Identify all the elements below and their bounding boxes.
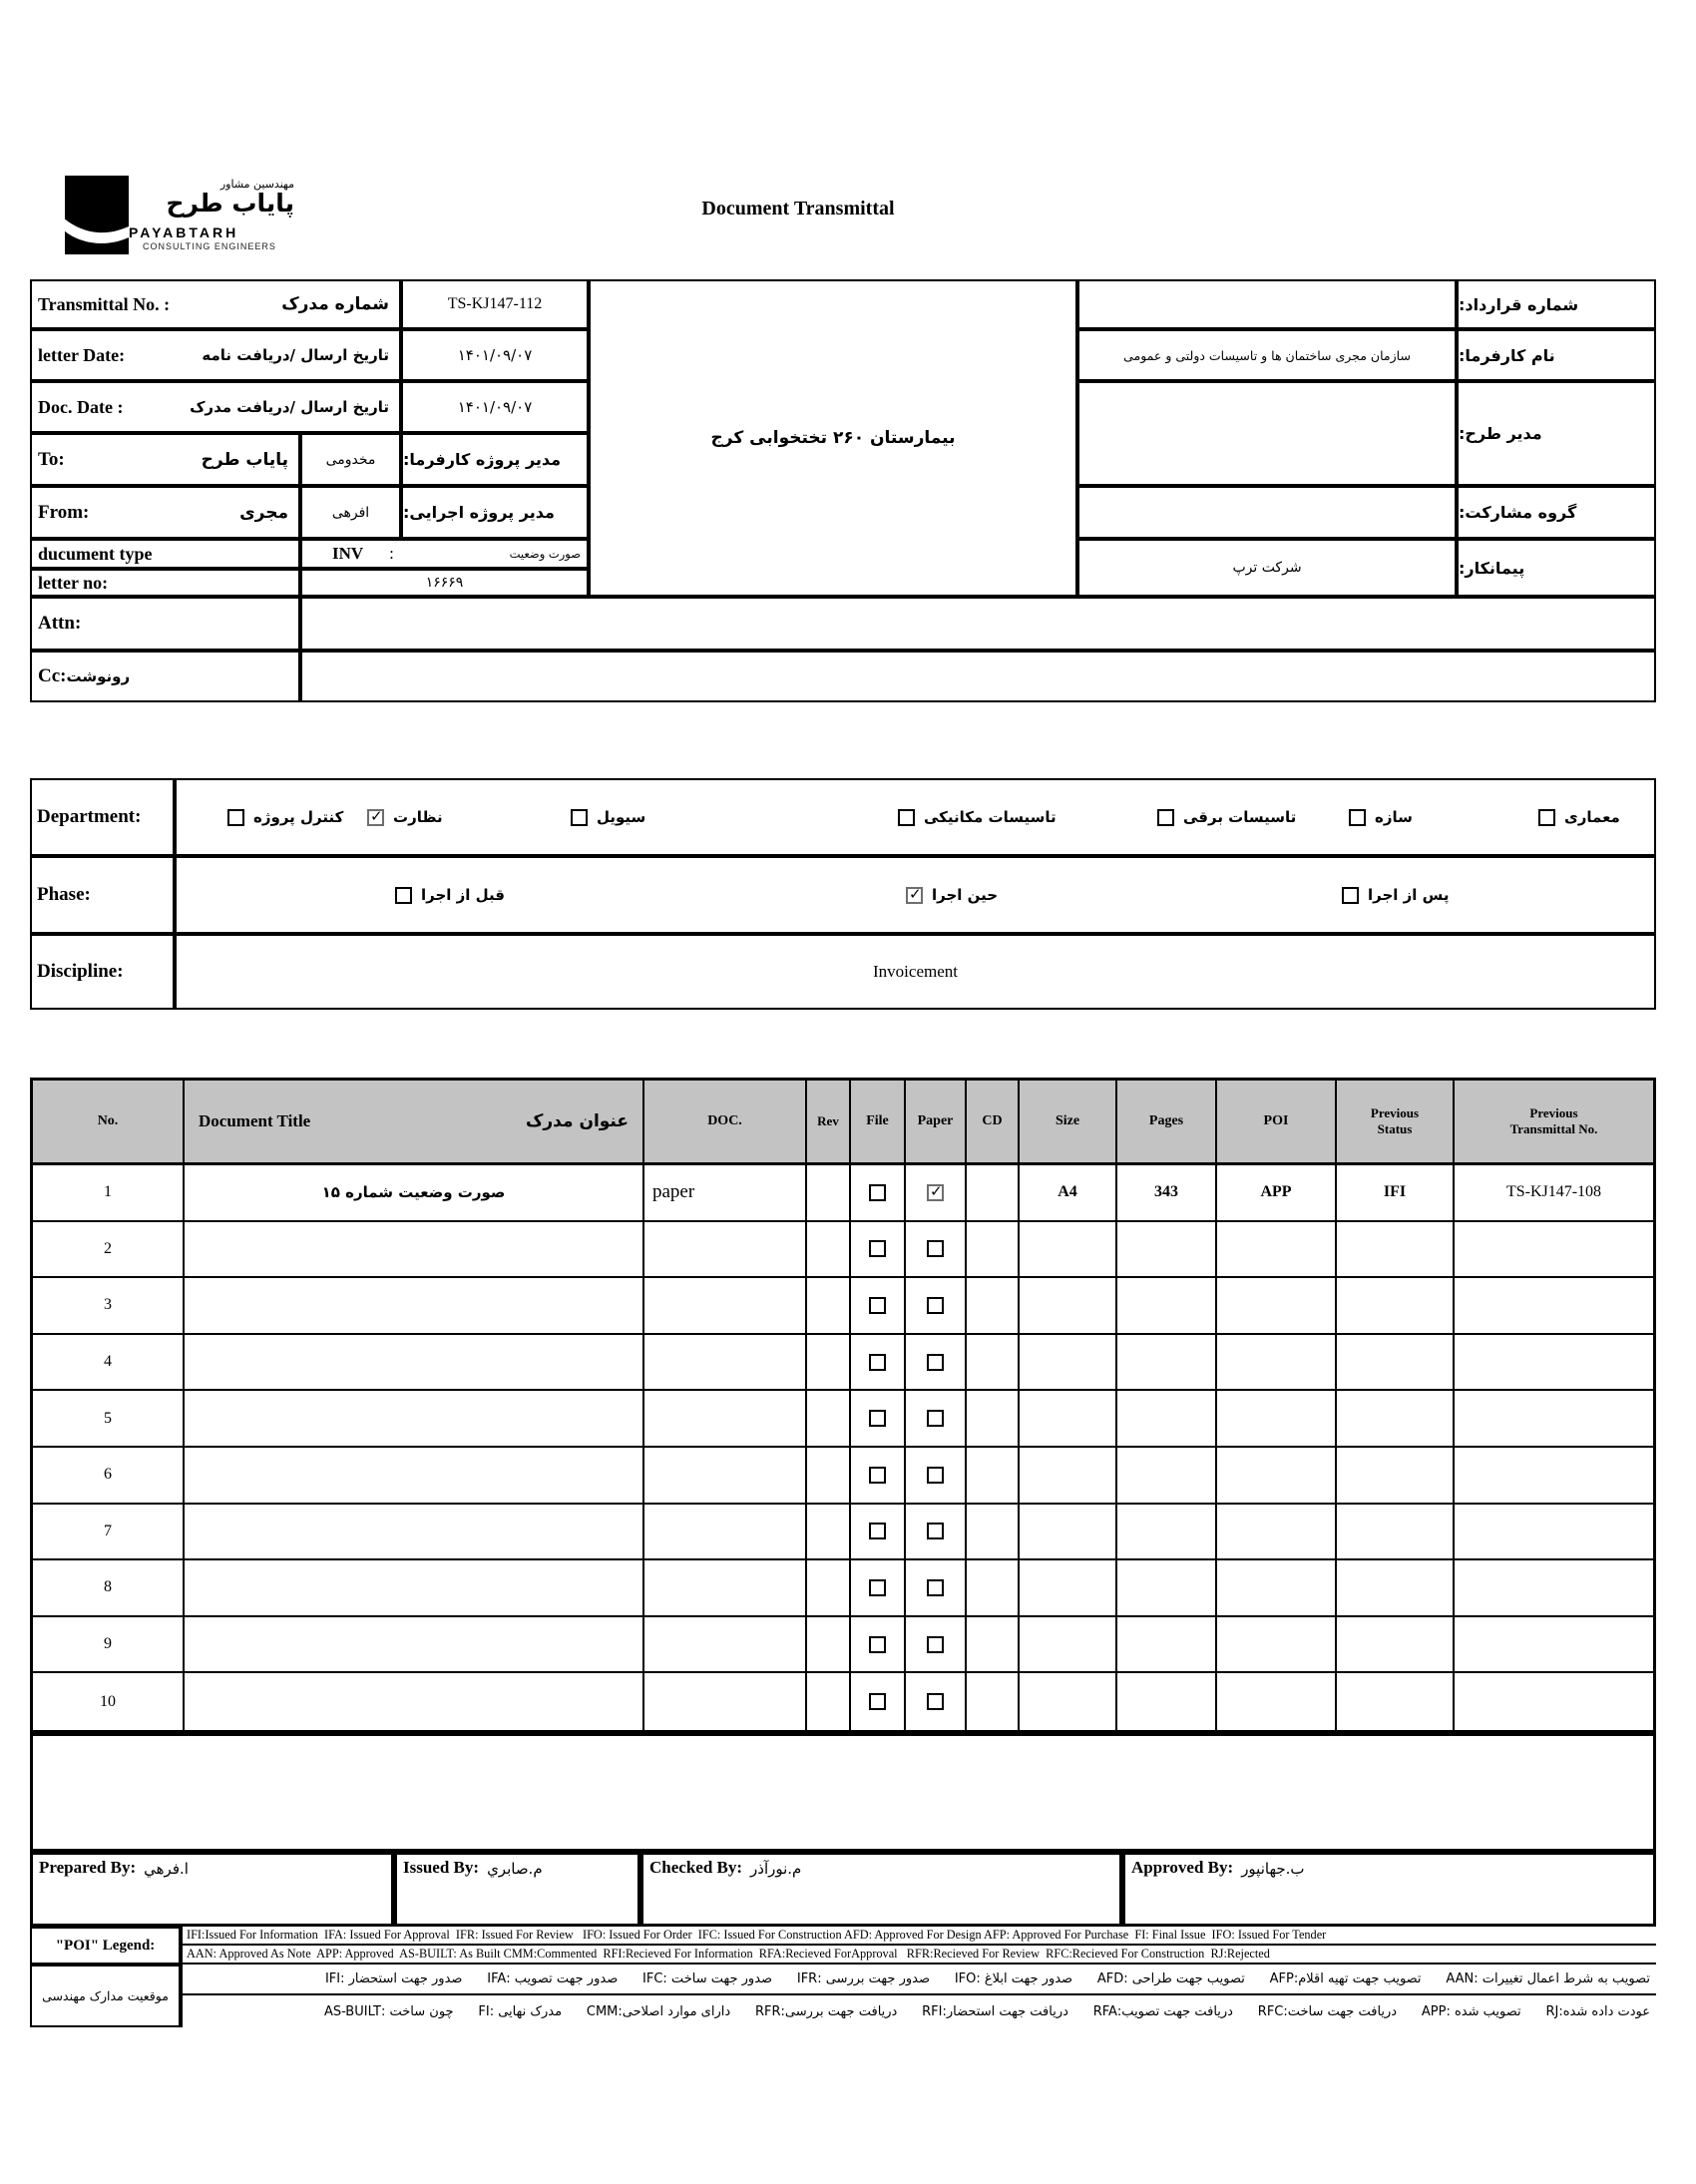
file-checkbox-cell-row-2 (851, 1222, 906, 1279)
document-table (30, 1078, 1656, 1733)
doc-row-3-pages (1117, 1278, 1217, 1335)
paper-checkbox-cell-row-10 (906, 1673, 967, 1730)
document-type-label: ducument type (38, 543, 153, 564)
department-item-architecture: معماری (1538, 806, 1620, 828)
doc-row-1-doc: paper (644, 1165, 807, 1222)
doc-row-4-title (185, 1335, 644, 1392)
department-item-structure: سازه (1349, 806, 1413, 828)
doc-row-1-rev (807, 1165, 851, 1222)
supervision-checkbox[interactable] (367, 809, 384, 826)
document-type-label-cell (30, 539, 300, 569)
letter-date-value: ۱۴۰۱/۰۹/۰۷ (401, 329, 589, 381)
doc-row-9-cd (967, 1617, 1020, 1674)
paper-checkbox-cell-row-7 (906, 1505, 967, 1561)
approved-by-label: Approved By: (1131, 1858, 1234, 1877)
col-header-doc: DOC. (644, 1081, 807, 1165)
file-checkbox-row-9[interactable] (869, 1636, 886, 1653)
doc-row-8-prev_transmittal (1455, 1560, 1653, 1617)
logo-fa-name: پایاب طرح (166, 189, 294, 218)
doc-row-6-doc (644, 1448, 807, 1505)
doc-row-2-prev_status (1337, 1222, 1455, 1279)
col-header-file: File (851, 1081, 906, 1165)
doc-row-8-cd (967, 1560, 1020, 1617)
file-checkbox-row-2[interactable] (869, 1240, 886, 1257)
doc-row-8-size (1020, 1560, 1117, 1617)
paper-checkbox-cell-row-1 (906, 1165, 967, 1222)
doc-row-4-no: 4 (33, 1335, 185, 1392)
file-checkbox-row-10[interactable] (869, 1693, 886, 1710)
from-role-cell: مدیر پروژه اجرایی: (401, 486, 589, 539)
department-label: Department: (37, 806, 142, 827)
doc-row-1-title: صورت وضعیت شماره ۱۵ (185, 1165, 644, 1222)
doc-status-label-cell: موقعیت مدارک مهندسی (30, 1965, 181, 2027)
paper-checkbox-row-7[interactable] (927, 1523, 944, 1539)
document-type-value: INV : (332, 544, 394, 563)
doc-row-9-size (1020, 1617, 1117, 1674)
from-label: From: (38, 501, 90, 523)
file-checkbox-cell-row-5 (851, 1391, 906, 1448)
doc-row-5-no: 5 (33, 1391, 185, 1448)
design-manager-value-cell (1077, 381, 1457, 486)
doc-row-6-title (185, 1448, 644, 1505)
cc-label-fa: رونوشت (66, 667, 131, 685)
file-checkbox-cell-row-10 (851, 1673, 906, 1730)
doc-row-7-prev_transmittal (1455, 1505, 1653, 1561)
doc-row-2-rev (807, 1222, 851, 1279)
checked-by-box (640, 1852, 1122, 1927)
paper-checkbox-cell-row-3 (906, 1278, 967, 1335)
doc-row-8-doc (644, 1560, 807, 1617)
to-cell (30, 433, 300, 486)
remarks-empty-box (30, 1733, 1656, 1852)
phase-item-during-execution: ✓ حین اجرا (906, 884, 998, 906)
doc-row-3-cd (967, 1278, 1020, 1335)
doc-row-8-title (185, 1560, 644, 1617)
doc-row-8-pages (1117, 1560, 1217, 1617)
client-value-cell: سازمان مجری ساختمان ها و تاسیسات دولتی و عمومی (1077, 329, 1457, 381)
doc-row-10-rev (807, 1673, 851, 1730)
from-via-cell: افرهی (300, 486, 401, 539)
col-header-cd: CD (967, 1081, 1020, 1165)
transmittal-no-value: TS-KJ147-112 (401, 279, 589, 329)
logo-mark-icon (65, 176, 129, 254)
cc-label: Cc: (38, 665, 67, 686)
doc-row-5-size (1020, 1391, 1117, 1448)
doc-row-4-poi (1217, 1335, 1337, 1392)
issued-by-box (394, 1852, 640, 1927)
file-checkbox-row-3[interactable] (869, 1297, 886, 1314)
attn-label-cell (30, 597, 300, 651)
doc-row-7-pages (1117, 1505, 1217, 1561)
doc-row-5-prev_status (1337, 1391, 1455, 1448)
col-header-rev: Rev (807, 1081, 851, 1165)
doc-row-1-pages: 343 (1117, 1165, 1217, 1222)
doc-row-4-rev (807, 1335, 851, 1392)
letter-date-label-fa: تاریخ ارسال /دریافت نامه (202, 346, 389, 364)
doc-row-1-cd (967, 1165, 1020, 1222)
doc-row-9-doc (644, 1617, 807, 1674)
legend-fa-line-2: عودت داده شده:RJ تصویب شده :APP دریافت جهت ساخت:RFC دریافت جهت تصویب:RFA دریافت جهت استحضار:RFI دریافت جهت بررسی:RFR دارای موارد اصلاحی:CMM مدرک نهایی :FI چون ساخت :AS-BUILT (181, 1995, 1656, 2027)
paper-checkbox-row-9[interactable] (927, 1636, 944, 1653)
file-checkbox-cell-row-6 (851, 1448, 906, 1505)
doc-row-6-size (1020, 1448, 1117, 1505)
structure-checkbox[interactable] (1349, 809, 1366, 826)
doc-row-9-prev_status (1337, 1617, 1455, 1674)
file-checkbox-row-5[interactable] (869, 1410, 886, 1427)
doc-date-label-fa: تاریخ ارسال /دریافت مدرک (190, 398, 389, 416)
doc-row-6-pages (1117, 1448, 1217, 1505)
col-header-poi: POI (1217, 1081, 1337, 1165)
doc-row-10-cd (967, 1673, 1020, 1730)
doc-row-2-title (185, 1222, 644, 1279)
phase-label: Phase: (37, 884, 91, 905)
doc-row-3-prev_transmittal (1455, 1278, 1653, 1335)
phase-item-before-execution: قبل از اجرا (395, 884, 505, 906)
department-item-supervision: ✓ نظارت (367, 806, 443, 828)
cc-value-cell (300, 651, 1656, 702)
doc-row-9-pages (1117, 1617, 1217, 1674)
logo-en-tagline: CONSULTING ENGINEERS (143, 241, 276, 251)
doc-row-2-no: 2 (33, 1222, 185, 1279)
doc-row-3-poi (1217, 1278, 1337, 1335)
doc-row-3-no: 3 (33, 1278, 185, 1335)
file-checkbox-cell-row-1 (851, 1165, 906, 1222)
doc-row-9-no: 9 (33, 1617, 185, 1674)
file-checkbox-row-8[interactable] (869, 1579, 886, 1596)
logo-fa-tagline: مهندسین مشاور (219, 178, 294, 191)
doc-row-7-poi (1217, 1505, 1337, 1561)
doc-row-7-no: 7 (33, 1505, 185, 1561)
to-role-cell: مدیر پروژه کارفرما: (401, 433, 589, 486)
doc-row-10-doc (644, 1673, 807, 1730)
doc-row-6-prev_transmittal (1455, 1448, 1653, 1505)
doc-row-8-rev (807, 1560, 851, 1617)
to-label: To: (38, 448, 65, 470)
doc-row-10-size (1020, 1673, 1117, 1730)
doc-row-6-cd (967, 1448, 1020, 1505)
doc-row-2-cd (967, 1222, 1020, 1279)
from-value: مجری (239, 502, 288, 523)
prepared-by-name: ا.فرهي (144, 1860, 189, 1878)
doc-row-10-prev_status (1337, 1673, 1455, 1730)
department-item-mechanical: تاسیسات مکانیکی (898, 806, 1057, 828)
file-checkbox-cell-row-7 (851, 1505, 906, 1561)
page-title: Document Transmittal (701, 198, 895, 219)
doc-row-9-poi (1217, 1617, 1337, 1674)
legend-en-line-1: IFI:Issued For Information IFA: Issued For Approval IFR: Issued For Review IFO: Issued For Order IFC: Issued For Construction AFD: Approved For Design AFP: Approved For Purchase FI: Final Issue IFO: Issued For Tender (181, 1927, 1656, 1946)
paper-checkbox-cell-row-2 (906, 1222, 967, 1279)
letter-no-label-cell (30, 569, 300, 597)
transmittal-no-label: Transmittal No. : (38, 293, 171, 314)
doc-row-4-size (1020, 1335, 1117, 1392)
doc-row-3-size (1020, 1278, 1117, 1335)
legend-fa-line-1: تصویب به شرط اعمال تغییرات :AAN تصویب جهت تهیه اقلام:AFP تصویب جهت طراحی :AFD صدور جهت ابلاغ :IFO صدور جهت بررسی :IFR صدور جهت ساخت :IFC صدور جهت تصویب :IFA صدور جهت استحضار :IFI (181, 1965, 1656, 1995)
doc-row-7-title (185, 1505, 644, 1561)
paper-checkbox-row-3[interactable] (927, 1297, 944, 1314)
doc-row-6-poi (1217, 1448, 1337, 1505)
paper-checkbox-row-6[interactable] (927, 1467, 944, 1484)
doc-row-1-no: 1 (33, 1165, 185, 1222)
phase-item-after-execution: پس از اجرا (1342, 884, 1449, 906)
attn-value-cell (300, 597, 1656, 651)
issued-by-name: م.صابري (487, 1860, 543, 1878)
doc-row-5-poi (1217, 1391, 1337, 1448)
paper-checkbox-row-8[interactable] (927, 1579, 944, 1596)
doc-row-10-pages (1117, 1673, 1217, 1730)
doc-row-10-prev_transmittal (1455, 1673, 1653, 1730)
doc-row-9-rev (807, 1617, 851, 1674)
department-label-cell (30, 778, 175, 856)
doc-row-2-pages (1117, 1222, 1217, 1279)
doc-row-5-title (185, 1391, 644, 1448)
doc-row-7-size (1020, 1505, 1117, 1561)
paper-checkbox-cell-row-8 (906, 1560, 967, 1617)
doc-row-5-prev_transmittal (1455, 1391, 1653, 1448)
legend-en-line-2: AAN: Approved As Note APP: Approved AS-BUILT: As Built CMM:Commented RFI:Recieved For Information RFA:Recieved ForApproval RFR:Recieved For Review RFC:Recieved For Construction RJ:Rejected (181, 1946, 1656, 1965)
architecture-checkbox[interactable] (1538, 809, 1555, 826)
file-checkbox-cell-row-4 (851, 1335, 906, 1392)
paper-checkbox-row-1[interactable] (927, 1184, 944, 1201)
contract-no-label-cell: شماره قرارداد: (1457, 279, 1656, 329)
from-cell (30, 486, 300, 539)
to-value: پایاب طرح (201, 449, 288, 470)
company-logo (65, 176, 294, 255)
file-checkbox-cell-row-3 (851, 1278, 906, 1335)
doc-row-8-poi (1217, 1560, 1337, 1617)
department-item-electrical: تاسیسات برقی (1157, 806, 1296, 828)
paper-checkbox-cell-row-5 (906, 1391, 967, 1448)
doc-row-2-poi (1217, 1222, 1337, 1279)
col-header-previous-transmittal-no: Previous Transmittal No. (1455, 1081, 1653, 1165)
paper-checkbox-cell-row-9 (906, 1617, 967, 1674)
before-execution-checkbox[interactable] (395, 887, 412, 904)
doc-row-5-doc (644, 1391, 807, 1448)
doc-row-5-pages (1117, 1391, 1217, 1448)
partnership-value-cell (1077, 486, 1457, 539)
discipline-label: Discipline: (37, 961, 124, 982)
doc-row-2-doc (644, 1222, 807, 1279)
doc-row-3-doc (644, 1278, 807, 1335)
client-label-cell: نام کارفرما: (1457, 329, 1656, 381)
doc-row-4-cd (967, 1335, 1020, 1392)
doc-date-label: Doc. Date : (38, 396, 124, 417)
col-header-document-title: Document Title عنوان مدرک (185, 1081, 644, 1165)
poi-legend-label-cell: "POI" Legend: (30, 1927, 181, 1965)
doc-row-3-title (185, 1278, 644, 1335)
doc-row-7-cd (967, 1505, 1020, 1561)
doc-row-3-prev_status (1337, 1278, 1455, 1335)
doc-row-1-prev_transmittal: TS-KJ147-108 (1455, 1165, 1653, 1222)
doc-date-label-cell (30, 381, 401, 433)
civil-checkbox[interactable] (571, 809, 588, 826)
issued-by-label: Issued By: (403, 1858, 480, 1877)
project-name-cell: بیمارستان ۲۶۰ تختخوابی کرج (589, 279, 1077, 597)
doc-row-8-prev_status (1337, 1560, 1455, 1617)
attn-label: Attn: (38, 613, 82, 634)
letter-no-label: letter no: (38, 572, 109, 593)
phase-label-cell (30, 856, 175, 934)
prepared-by-box (30, 1852, 394, 1927)
prepared-by-label: Prepared By: (39, 1858, 137, 1877)
doc-row-10-poi (1217, 1673, 1337, 1730)
document-type-value-cell (300, 539, 589, 569)
doc-row-4-prev_status (1337, 1335, 1455, 1392)
cc-label-cell (30, 651, 300, 702)
col-header-previous-status: Previous Status (1337, 1081, 1455, 1165)
doc-row-10-title (185, 1673, 644, 1730)
file-checkbox-row-4[interactable] (869, 1354, 886, 1371)
transmittal-no-label-cell (30, 279, 401, 329)
doc-row-1-size: A4 (1020, 1165, 1117, 1222)
doc-row-4-pages (1117, 1335, 1217, 1392)
doc-row-5-cd (967, 1391, 1020, 1448)
doc-row-1-poi: APP (1217, 1165, 1337, 1222)
electrical-checkbox[interactable] (1157, 809, 1174, 826)
doc-row-10-no: 10 (33, 1673, 185, 1730)
contractor-label-cell: پیمانکار: (1457, 539, 1656, 597)
col-header-paper: Paper (906, 1081, 967, 1165)
doc-row-7-doc (644, 1505, 807, 1561)
doc-date-value: ۱۴۰۱/۰۹/۰۷ (401, 381, 589, 433)
doc-row-7-rev (807, 1505, 851, 1561)
discipline-label-cell (30, 934, 175, 1010)
doc-row-6-rev (807, 1448, 851, 1505)
letter-no-value: ۱۶۶۶۹ (300, 569, 589, 597)
file-checkbox-row-1[interactable] (869, 1184, 886, 1201)
paper-checkbox-row-2[interactable] (927, 1240, 944, 1257)
file-checkbox-cell-row-8 (851, 1560, 906, 1617)
mechanical-checkbox[interactable] (898, 809, 915, 826)
checked-by-name: م.نورآذر (750, 1860, 802, 1878)
doc-row-4-doc (644, 1335, 807, 1392)
department-item-project-control: کنترل پروژه (227, 806, 343, 828)
col-header-no: No. (33, 1081, 185, 1165)
transmittal-no-label-fa: شماره مدرک (281, 294, 389, 314)
to-via-cell: مخدومی (300, 433, 401, 486)
doc-row-2-size (1020, 1222, 1117, 1279)
doc-row-7-prev_status (1337, 1505, 1455, 1561)
approved-by-name: ب.جهانپور (1241, 1860, 1305, 1878)
paper-checkbox-cell-row-4 (906, 1335, 967, 1392)
doc-row-1-prev_status: IFI (1337, 1165, 1455, 1222)
paper-checkbox-cell-row-6 (906, 1448, 967, 1505)
document-type-value-fa: صورت وضعیت (509, 547, 581, 561)
during-execution-checkbox[interactable] (906, 887, 923, 904)
paper-checkbox-row-4[interactable] (927, 1354, 944, 1371)
file-checkbox-row-6[interactable] (869, 1467, 886, 1484)
department-item-civil: سیویل (571, 806, 645, 828)
design-manager-label-cell: مدیر طرح: (1457, 381, 1656, 486)
doc-row-5-rev (807, 1391, 851, 1448)
contract-no-value-cell (1077, 279, 1457, 329)
contractor-value-cell: شرکت ترپ (1077, 539, 1457, 597)
checked-by-label: Checked By: (649, 1858, 743, 1877)
doc-row-6-no: 6 (33, 1448, 185, 1505)
paper-checkbox-row-10[interactable] (927, 1693, 944, 1710)
approved-by-box (1122, 1852, 1656, 1927)
doc-row-9-title (185, 1617, 644, 1674)
project-control-checkbox[interactable] (227, 809, 244, 826)
letter-date-label-cell (30, 329, 401, 381)
logo-en-name: PAYABTARH (129, 224, 239, 240)
letter-date-label: letter Date: (38, 344, 126, 365)
paper-checkbox-row-5[interactable] (927, 1410, 944, 1427)
partnership-label-cell: گروه مشارکت: (1457, 486, 1656, 539)
file-checkbox-cell-row-9 (851, 1617, 906, 1674)
doc-row-3-rev (807, 1278, 851, 1335)
file-checkbox-row-7[interactable] (869, 1523, 886, 1539)
after-execution-checkbox[interactable] (1342, 887, 1359, 904)
doc-row-9-prev_transmittal (1455, 1617, 1653, 1674)
doc-row-8-no: 8 (33, 1560, 185, 1617)
doc-row-6-prev_status (1337, 1448, 1455, 1505)
discipline-value-cell: Invoicement (175, 934, 1656, 1010)
col-header-size: Size (1020, 1081, 1117, 1165)
col-header-pages: Pages (1117, 1081, 1217, 1165)
doc-row-4-prev_transmittal (1455, 1335, 1653, 1392)
doc-row-2-prev_transmittal (1455, 1222, 1653, 1279)
